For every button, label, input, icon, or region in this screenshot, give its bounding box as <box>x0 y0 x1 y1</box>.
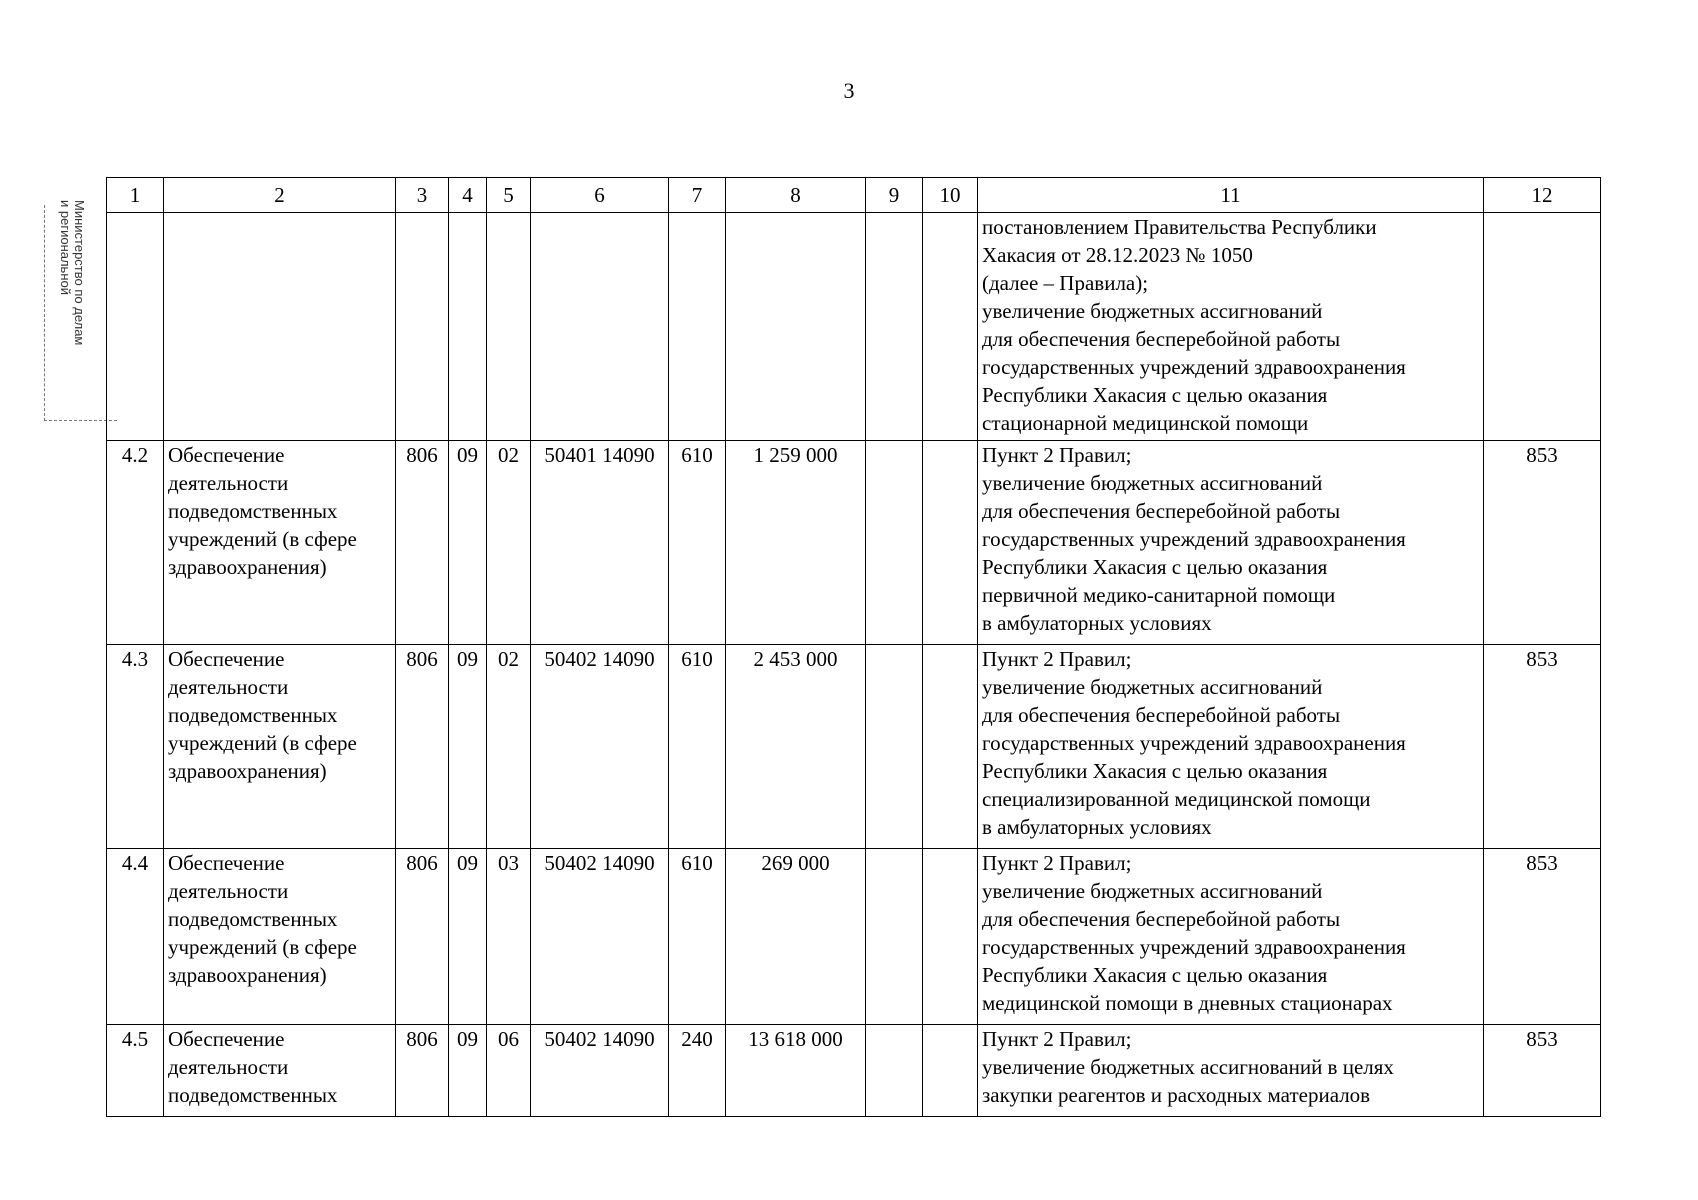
basis-line: Пункт 2 Правил; <box>982 443 1132 467</box>
table-row <box>107 645 1601 849</box>
cell-5 <box>487 213 531 441</box>
header-cell: 5 <box>487 178 531 213</box>
desc-line: учреждений (в сфере <box>168 935 357 959</box>
basis-line: увеличение бюджетных ассигнований <box>982 471 1323 495</box>
basis-line: увеличение бюджетных ассигнований <box>982 879 1323 903</box>
basis-line: специализированной медицинской помощи <box>982 787 1371 811</box>
cell-3: 806 <box>396 1025 449 1117</box>
cell-12: 853 <box>1484 1025 1601 1117</box>
header-cell: 7 <box>669 178 726 213</box>
basis-line: для обеспечения бесперебойной работы <box>982 703 1341 727</box>
cell-9 <box>866 645 923 849</box>
cell-4 <box>449 213 487 441</box>
cell-8: 1 259 000 <box>726 441 866 645</box>
cell-6: 50401 14090 <box>531 441 669 645</box>
basis-line: для обеспечения бесперебойной работы <box>982 327 1341 351</box>
stamp-line: и региональной <box>58 200 73 296</box>
cell-5: 03 <box>487 849 531 1025</box>
desc-line: подведомственных <box>168 499 338 523</box>
header-cell: 11 <box>978 178 1484 213</box>
cell-8 <box>726 213 866 441</box>
basis-line: государственных учреждений здравоохранения <box>982 527 1406 551</box>
table-row <box>107 849 1601 1025</box>
basis-line: постановлением Правительства Республики <box>982 215 1377 239</box>
cell-basis <box>978 1025 1484 1117</box>
cell-7: 610 <box>669 441 726 645</box>
cell-desc <box>164 441 396 645</box>
desc-line: учреждений (в сфере <box>168 527 357 551</box>
desc-line: здравоохранения) <box>168 555 327 579</box>
cell-num <box>107 213 164 441</box>
cell-3: 806 <box>396 645 449 849</box>
page-number: 3 <box>843 78 855 103</box>
basis-line: в амбулаторных условиях <box>982 815 1212 839</box>
desc-line: деятельности <box>168 1055 289 1079</box>
cell-4: 09 <box>449 441 487 645</box>
basis-line: первичной медико-санитарной помощи <box>982 583 1336 607</box>
cell-12: 853 <box>1484 645 1601 849</box>
cell-basis <box>978 645 1484 849</box>
basis-line: закупки реагентов и расходных материалов <box>982 1083 1371 1107</box>
desc-line: деятельности <box>168 675 289 699</box>
desc-line: Обеспечение <box>168 443 285 467</box>
cell-7: 240 <box>669 1025 726 1117</box>
cell-desc <box>164 213 396 441</box>
cell-6: 50402 14090 <box>531 1025 669 1117</box>
basis-line: в амбулаторных условиях <box>982 611 1212 635</box>
table-row <box>107 1025 1601 1117</box>
cell-10 <box>923 849 978 1025</box>
cell-5: 06 <box>487 1025 531 1117</box>
cell-basis <box>978 849 1484 1025</box>
basis-line: увеличение бюджетных ассигнований <box>982 675 1323 699</box>
cell-7: 610 <box>669 849 726 1025</box>
cell-7 <box>669 213 726 441</box>
stamp-line: Министерство по делам <box>72 200 87 346</box>
cell-12 <box>1484 213 1601 441</box>
cell-4: 09 <box>449 1025 487 1117</box>
header-cell: 1 <box>107 178 164 213</box>
cell-9 <box>866 1025 923 1117</box>
cell-6: 50402 14090 <box>531 849 669 1025</box>
cell-4: 09 <box>449 849 487 1025</box>
cell-6: 50402 14090 <box>531 645 669 849</box>
cell-10 <box>923 1025 978 1117</box>
cell-3: 806 <box>396 849 449 1025</box>
header-cell: 9 <box>866 178 923 213</box>
basis-line: (далее – Правила); <box>982 271 1149 295</box>
cell-basis <box>978 213 1484 441</box>
desc-line: Обеспечение <box>168 1027 285 1051</box>
basis-line: Республики Хакасия с целью оказания <box>982 759 1328 783</box>
desc-line: Обеспечение <box>168 647 285 671</box>
basis-line: для обеспечения бесперебойной работы <box>982 907 1341 931</box>
cell-4: 09 <box>449 645 487 849</box>
cell-12: 853 <box>1484 849 1601 1025</box>
basis-line: Пункт 2 Правил; <box>982 851 1132 875</box>
cell-10 <box>923 441 978 645</box>
cell-desc <box>164 645 396 849</box>
basis-line: для обеспечения бесперебойной работы <box>982 499 1341 523</box>
table-row-continuation <box>107 213 1601 441</box>
cell-num: 4.4 <box>107 849 164 1025</box>
cell-8: 13 618 000 <box>726 1025 866 1117</box>
basis-line: Республики Хакасия с целью оказания <box>982 383 1328 407</box>
basis-line: Республики Хакасия с целью оказания <box>982 963 1328 987</box>
header-cell: 4 <box>449 178 487 213</box>
basis-line: увеличение бюджетных ассигнований <box>982 299 1323 323</box>
basis-line: государственных учреждений здравоохранения <box>982 935 1406 959</box>
cell-12: 853 <box>1484 441 1601 645</box>
stamp-text <box>58 200 86 345</box>
cell-9 <box>866 849 923 1025</box>
header-cell: 2 <box>164 178 396 213</box>
desc-line: здравоохранения) <box>168 759 327 783</box>
desc-line: Обеспечение <box>168 851 285 875</box>
cell-basis <box>978 441 1484 645</box>
desc-line: подведомственных <box>168 1083 338 1107</box>
budget-table <box>106 177 1601 1117</box>
cell-num: 4.3 <box>107 645 164 849</box>
header-cell: 6 <box>531 178 669 213</box>
cell-num: 4.2 <box>107 441 164 645</box>
table-row <box>107 441 1601 645</box>
basis-line: стационарной медицинской помощи <box>982 411 1309 435</box>
cell-desc <box>164 849 396 1025</box>
header-row <box>107 178 1601 213</box>
cell-7: 610 <box>669 645 726 849</box>
cell-5: 02 <box>487 441 531 645</box>
cell-10 <box>923 213 978 441</box>
basis-line: государственных учреждений здравоохранения <box>982 731 1406 755</box>
desc-line: деятельности <box>168 471 289 495</box>
desc-line: подведомственных <box>168 907 338 931</box>
desc-line: деятельности <box>168 879 289 903</box>
cell-6 <box>531 213 669 441</box>
cell-desc <box>164 1025 396 1117</box>
cell-num: 4.5 <box>107 1025 164 1117</box>
basis-line: Республики Хакасия с целью оказания <box>982 555 1328 579</box>
basis-line: Хакасия от 28.12.2023 № 1050 <box>982 243 1253 267</box>
header-cell: 12 <box>1484 178 1601 213</box>
header-cell: 10 <box>923 178 978 213</box>
cell-3 <box>396 213 449 441</box>
cell-8: 2 453 000 <box>726 645 866 849</box>
basis-line: Пункт 2 Правил; <box>982 1027 1132 1051</box>
header-cell: 3 <box>396 178 449 213</box>
cell-9 <box>866 213 923 441</box>
cell-5: 02 <box>487 645 531 849</box>
basis-line: государственных учреждений здравоохранения <box>982 355 1406 379</box>
cell-8: 269 000 <box>726 849 866 1025</box>
cell-9 <box>866 441 923 645</box>
desc-line: учреждений (в сфере <box>168 731 357 755</box>
desc-line: здравоохранения) <box>168 963 327 987</box>
basis-line: увеличение бюджетных ассигнований в целях <box>982 1055 1394 1079</box>
cell-10 <box>923 645 978 849</box>
cell-3: 806 <box>396 441 449 645</box>
header-cell: 8 <box>726 178 866 213</box>
basis-line: медицинской помощи в дневных стационарах <box>982 991 1393 1015</box>
basis-line: Пункт 2 Правил; <box>982 647 1132 671</box>
desc-line: подведомственных <box>168 703 338 727</box>
